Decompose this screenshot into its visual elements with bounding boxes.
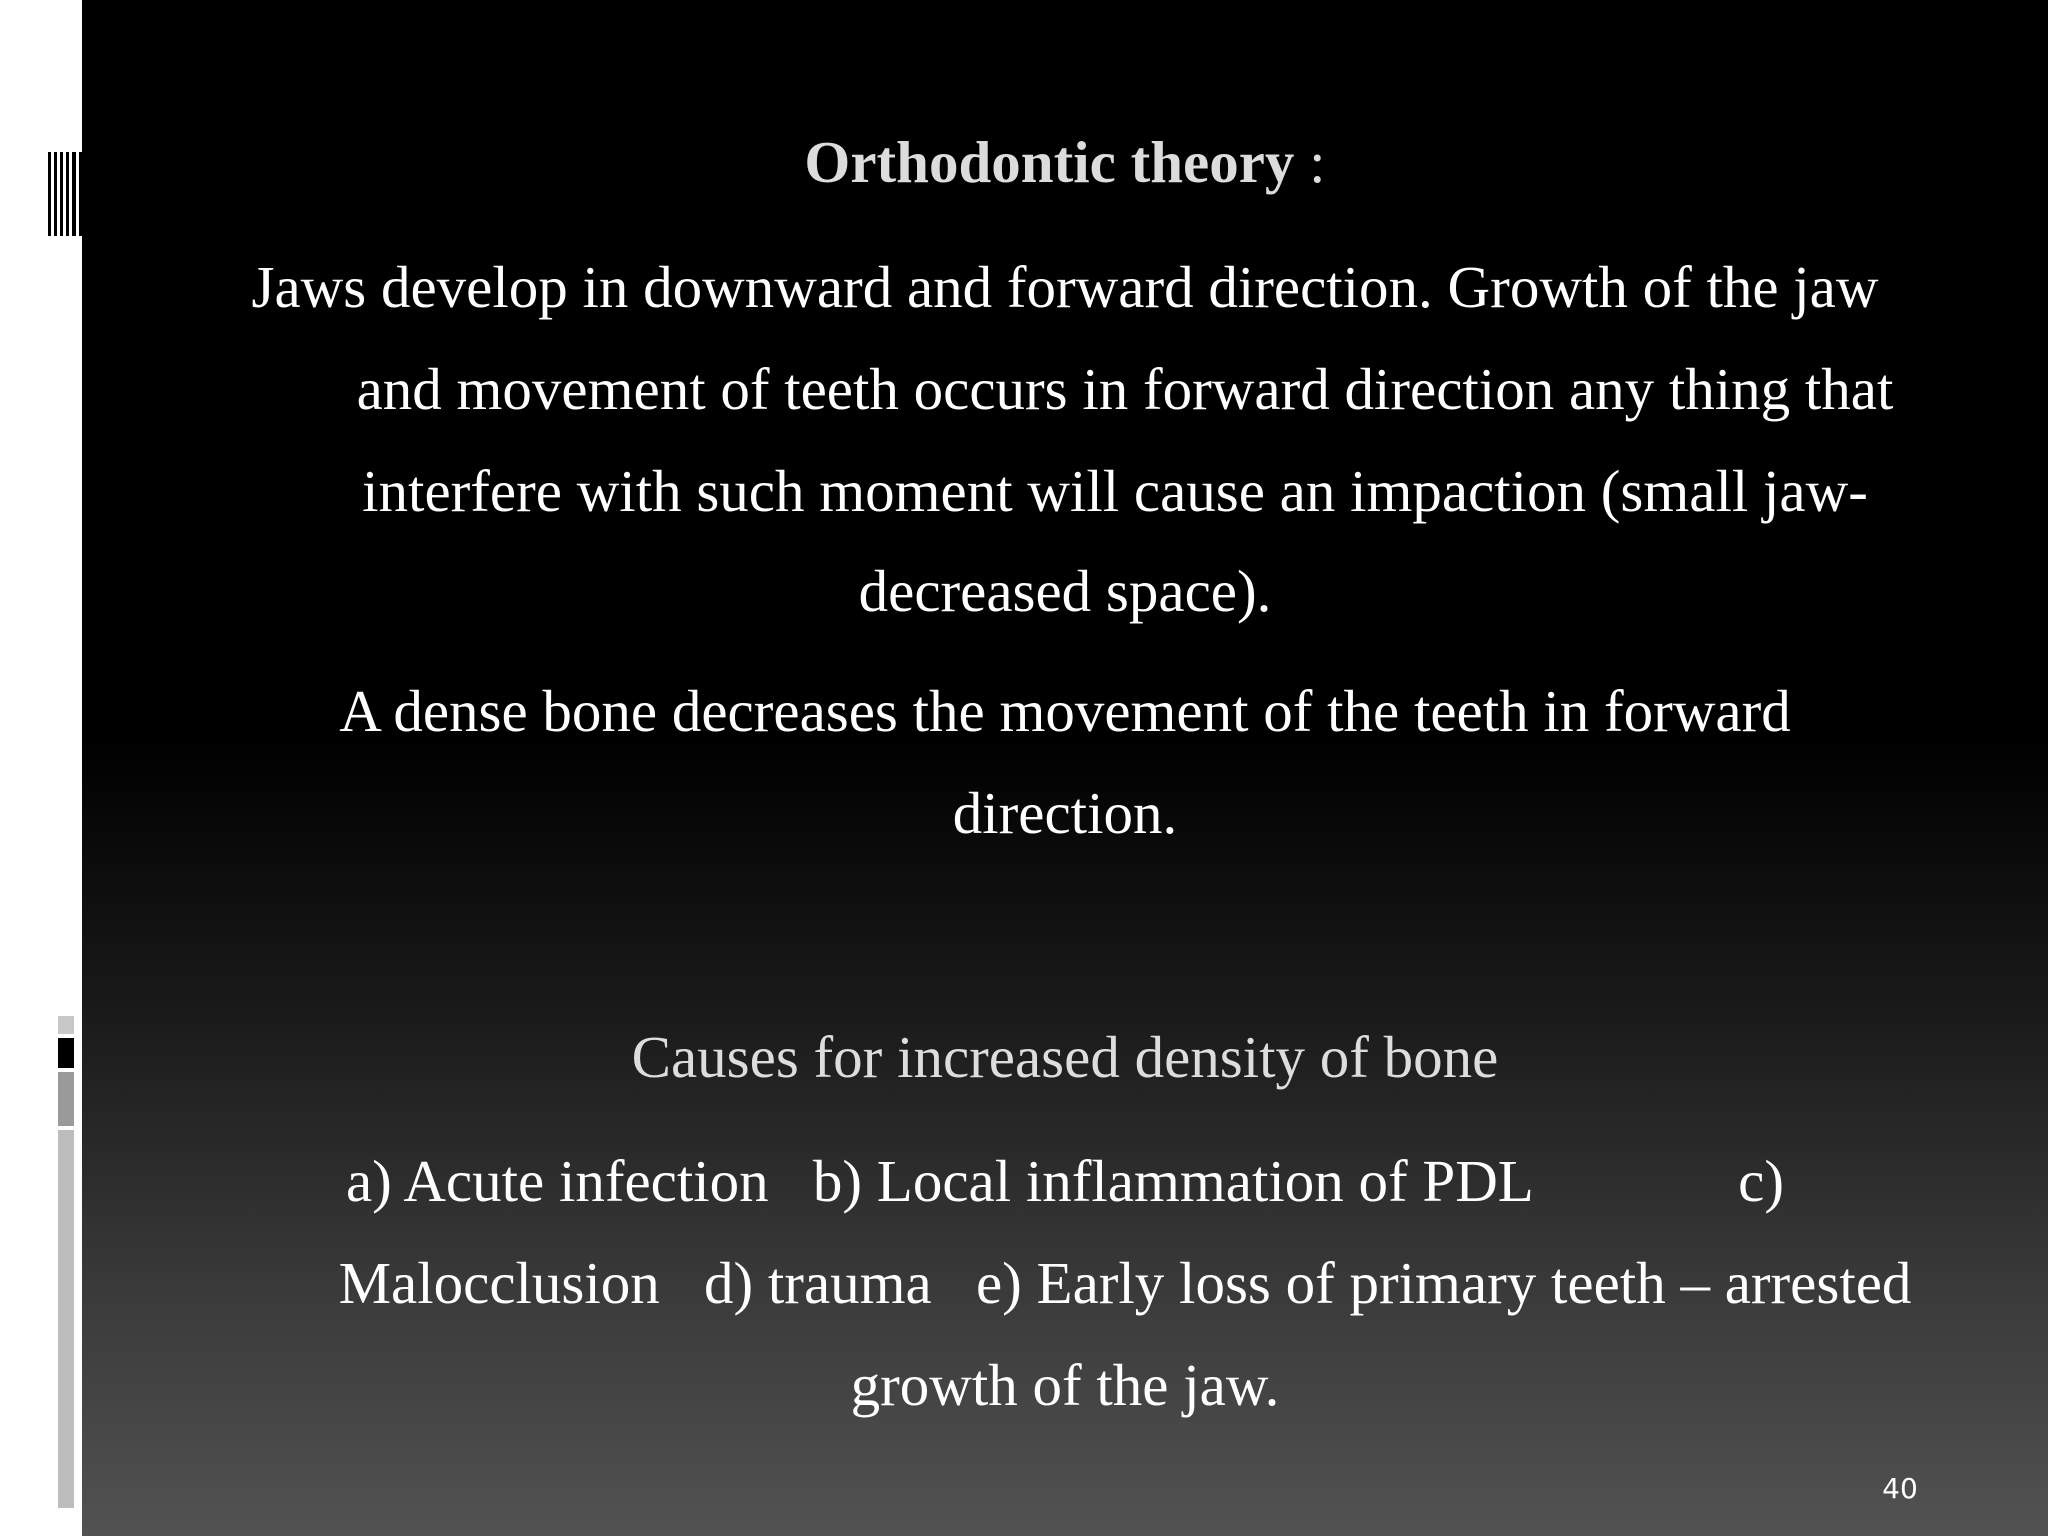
- paragraph1-line: decreased space).: [858, 558, 1272, 624]
- decor-bar: [66, 152, 69, 236]
- causes-heading: Causes for increased density of bone: [631, 1024, 1499, 1090]
- decor-bar: [54, 152, 57, 236]
- decor-bar: [60, 152, 64, 236]
- causes-line: a) Acute infection b) Local inflammation of PDL c): [346, 1148, 1784, 1214]
- title-bold-text: Orthodontic theory: [804, 129, 1295, 195]
- causes-line: Malocclusion d) trauma e) Early loss of primary teeth – arrested: [338, 1250, 1912, 1316]
- decor-bar: [72, 152, 76, 236]
- paragraph1-line: and movement of teeth occurs in forward direction any thing that: [356, 356, 1894, 422]
- decor-block: [58, 1016, 74, 1034]
- causes-line: growth of the jaw.: [850, 1352, 1280, 1418]
- slide-content-area: [82, 0, 2048, 1536]
- decor-bar: [48, 152, 51, 236]
- decor-block: [58, 1130, 74, 1508]
- paragraph2-line: direction.: [952, 780, 1178, 846]
- top-barcode-decoration: [48, 152, 82, 236]
- paragraph1-line: Jaws develop in downward and forward direction. Growth of the jaw: [251, 254, 1879, 320]
- decor-block: [58, 1038, 74, 1068]
- slide-number: 40: [1882, 1472, 1918, 1505]
- paragraph2-line: A dense bone decreases the movement of the teeth in forward: [339, 678, 1791, 744]
- slide-title: [82, 112, 2048, 212]
- title-suffix: :: [1294, 129, 1326, 195]
- left-decorative-strip: [0, 0, 82, 1536]
- paragraph1-line: interfere with such moment will cause an impaction (small jaw-: [362, 458, 1868, 524]
- decor-block: [58, 1072, 74, 1126]
